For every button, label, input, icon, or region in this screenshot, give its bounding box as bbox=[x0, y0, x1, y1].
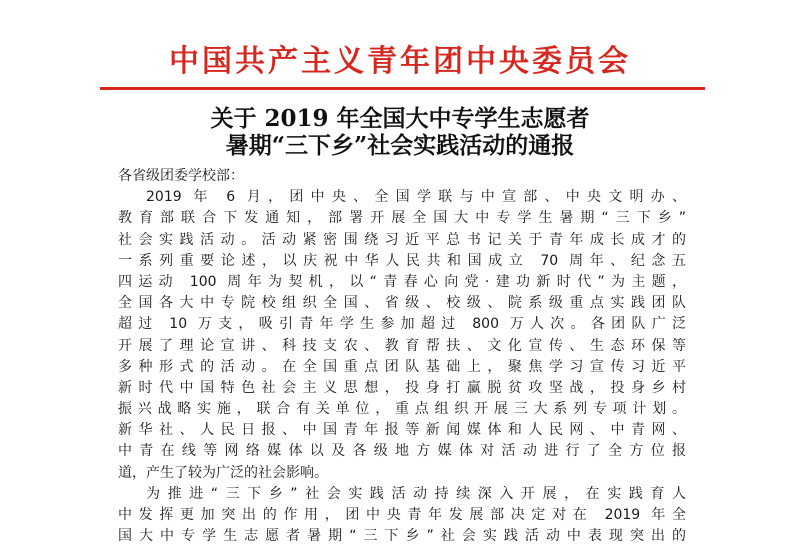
body-line: 新时代中国特色社会主义思想，投身打赢脱贫攻坚战，投身乡村 bbox=[118, 379, 686, 396]
body-line: 全国各大中专院校组织全国、省级、校级、院系级重点实践团队 bbox=[118, 295, 686, 312]
body-line: 教育部联合下发通知，部署开展全国大中专学生暑期“三下乡” bbox=[118, 210, 686, 227]
body-line: 振兴战略实施，联合有关单位，重点组织开展三大系列专项计划。 bbox=[118, 401, 686, 418]
body-line: 国大中专学生志愿者暑期“三下乡”社会实践活动中表现突出的 bbox=[118, 528, 686, 545]
document-body bbox=[118, 166, 686, 547]
salutation: 各省级团委学校部： bbox=[118, 168, 244, 184]
body-line: 多种形式的活动。在全国重点团队基础上，聚焦学习宣传习近平 bbox=[118, 358, 686, 375]
letterhead-title: 中国共产主义青年团中央委员会 bbox=[169, 44, 631, 79]
body-line: 开展了理论宣讲、科技支农、教育帮扶、文化宣传、生态环保等 bbox=[118, 337, 686, 354]
letterhead-red-rule bbox=[100, 87, 705, 90]
body-line: 社会实践活动。活动紧密围绕习近平总书记关于青年成长成才的 bbox=[118, 231, 686, 248]
body-line: 中青在线等网络媒体以及各级地方媒体对活动进行了全方位报 bbox=[118, 443, 686, 460]
body-line: 超过 10 万支，吸引青年学生参加超过 800 万人次。各团队广泛 bbox=[118, 316, 686, 333]
body-line: 中发挥更加突出的作用，团中央青年发展部决定对在 2019 年全 bbox=[118, 507, 686, 523]
body-line: 四运动 100 周年为契机，以“青春心向党·建功新时代”为主题， bbox=[118, 273, 686, 290]
body-line: 新华社、人民日报、中国青年报等新闻媒体和人民网、中青网、 bbox=[118, 422, 686, 439]
body-line: 为推进“三下乡”社会实践活动持续深入开展，在实践育人 bbox=[146, 485, 686, 502]
body-line: 2019 年 6 月，团中央、全国学联与中宣部、中央文明办、 bbox=[146, 189, 686, 206]
document-title-line-1: 关于 2019 年全国大中专学生志愿者 bbox=[210, 105, 590, 132]
document-title-line-2: 暑期“三下乡”社会实践活动的通报 bbox=[225, 132, 575, 159]
body-line: 一系列重要论述，以庆祝中华人民共和国成立 70 周年、纪念五 bbox=[118, 252, 686, 269]
body-line: 道，产生了较为广泛的社会影响。 bbox=[118, 464, 328, 481]
